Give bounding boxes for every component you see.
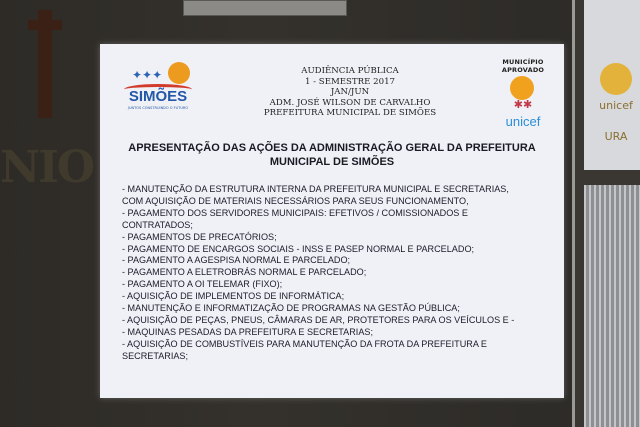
ceiling-vent [183, 0, 347, 16]
slide-header [230, 66, 470, 119]
slide-title: APRESENTAÇÃO DAS AÇÕES DA ADMINISTRAÇÃO GERAL DA PREFEITURA MUNICIPAL DE SIMÕES [128, 142, 536, 168]
reflected-lower-text: URA [604, 130, 628, 143]
list-item: - PAGAMENTO DE ENCARGOS SOCIAIS - INSS E PASEP NORMAL E PARCELADO; [122, 243, 475, 254]
list-item: - PAGAMENTO A OI TELEMAR (FIXO); [122, 279, 283, 290]
logo-tagline: JUNTOS CONSTRUINDO O FUTURO [127, 106, 189, 110]
unicef-wordmark: unicef [505, 114, 541, 129]
list-item: - PAGAMENTO A AGESPISA NORMAL E PARCELADO; [122, 255, 351, 266]
header-line: ADM. JOSÉ WILSON DE CARVALHO [269, 97, 431, 108]
list-item: - PAGAMENTO DOS SERVIDORES MUNICIPAIS: EFETIVOS / COMISSIONADOS E [122, 207, 468, 218]
header-line: 1 - SEMESTRE 2017 [304, 76, 396, 87]
projected-slide [100, 44, 564, 398]
header-line: AUDIÊNCIA PÚBLICA [301, 66, 399, 76]
door-reflection [592, 55, 640, 165]
list-item: - MAQUINAS PESADAS DA PREFEITURA E SECRETARIAS; [122, 326, 373, 337]
header-line: JAN/JUN [330, 87, 370, 97]
logo-name: SIMÕES [128, 88, 188, 105]
list-item: - MANUTENÇÃO DA ESTRUTURA INTERNA DA PREFEITURA MUNICIPAL E SECRETARIAS, [122, 184, 509, 194]
list-item: - AQUISIÇÃO DE PEÇAS, PNEUS, CÂMARAS DE AR, PROTETORES PARA OS VEÍCULOS E - [122, 314, 515, 325]
list-item: SECRETARIAS; [122, 350, 189, 361]
sun-icon [168, 62, 190, 84]
unicef-seal [494, 58, 552, 138]
sun-icon [510, 76, 534, 100]
reflected-sun-icon [600, 63, 632, 95]
list-item: - PAGAMENTOS DE PRECATÓRIOS; [122, 231, 277, 242]
people-figures-icon: ✦✦✦ [132, 68, 163, 82]
list-item: COM AQUISIÇÃO DE MATERIAIS NECESSÁRIOS PARA SEUS FUNCIONAMENTO, [122, 195, 469, 206]
list-item: - AQUISIÇÃO DE COMBUSTÍVEIS PARA MANUTENÇÃO DA FROTA DA PREFEITURA E [122, 338, 487, 349]
crucifix-crossbar [28, 20, 62, 30]
people-figures-icon: ✱✱ [513, 98, 533, 111]
door-grate [584, 185, 640, 427]
seal-arc-text: MUNICÍPIO APROVADO [501, 58, 545, 74]
header-line: PREFEITURA MUNICIPAL DE SIMÕES [263, 108, 437, 118]
list-item: - AQUISIÇÃO DE IMPLEMENTOS DE INFORMÁTICA; [122, 291, 345, 302]
action-list [122, 184, 552, 363]
reflected-unicef-text: unicef [599, 99, 633, 112]
simoes-logo [114, 54, 198, 110]
wall-lettering: NIO [0, 142, 94, 193]
list-item: - PAGAMENTO A ELETROBRÁS NORMAL E PARCELADO; [122, 267, 367, 278]
list-item: - MANUTENÇÃO E INFORMATIZAÇÃO DE PROGRAMAS NA GESTÃO PÚBLICA; [122, 303, 460, 314]
list-item: CONTRATADOS; [122, 219, 193, 230]
